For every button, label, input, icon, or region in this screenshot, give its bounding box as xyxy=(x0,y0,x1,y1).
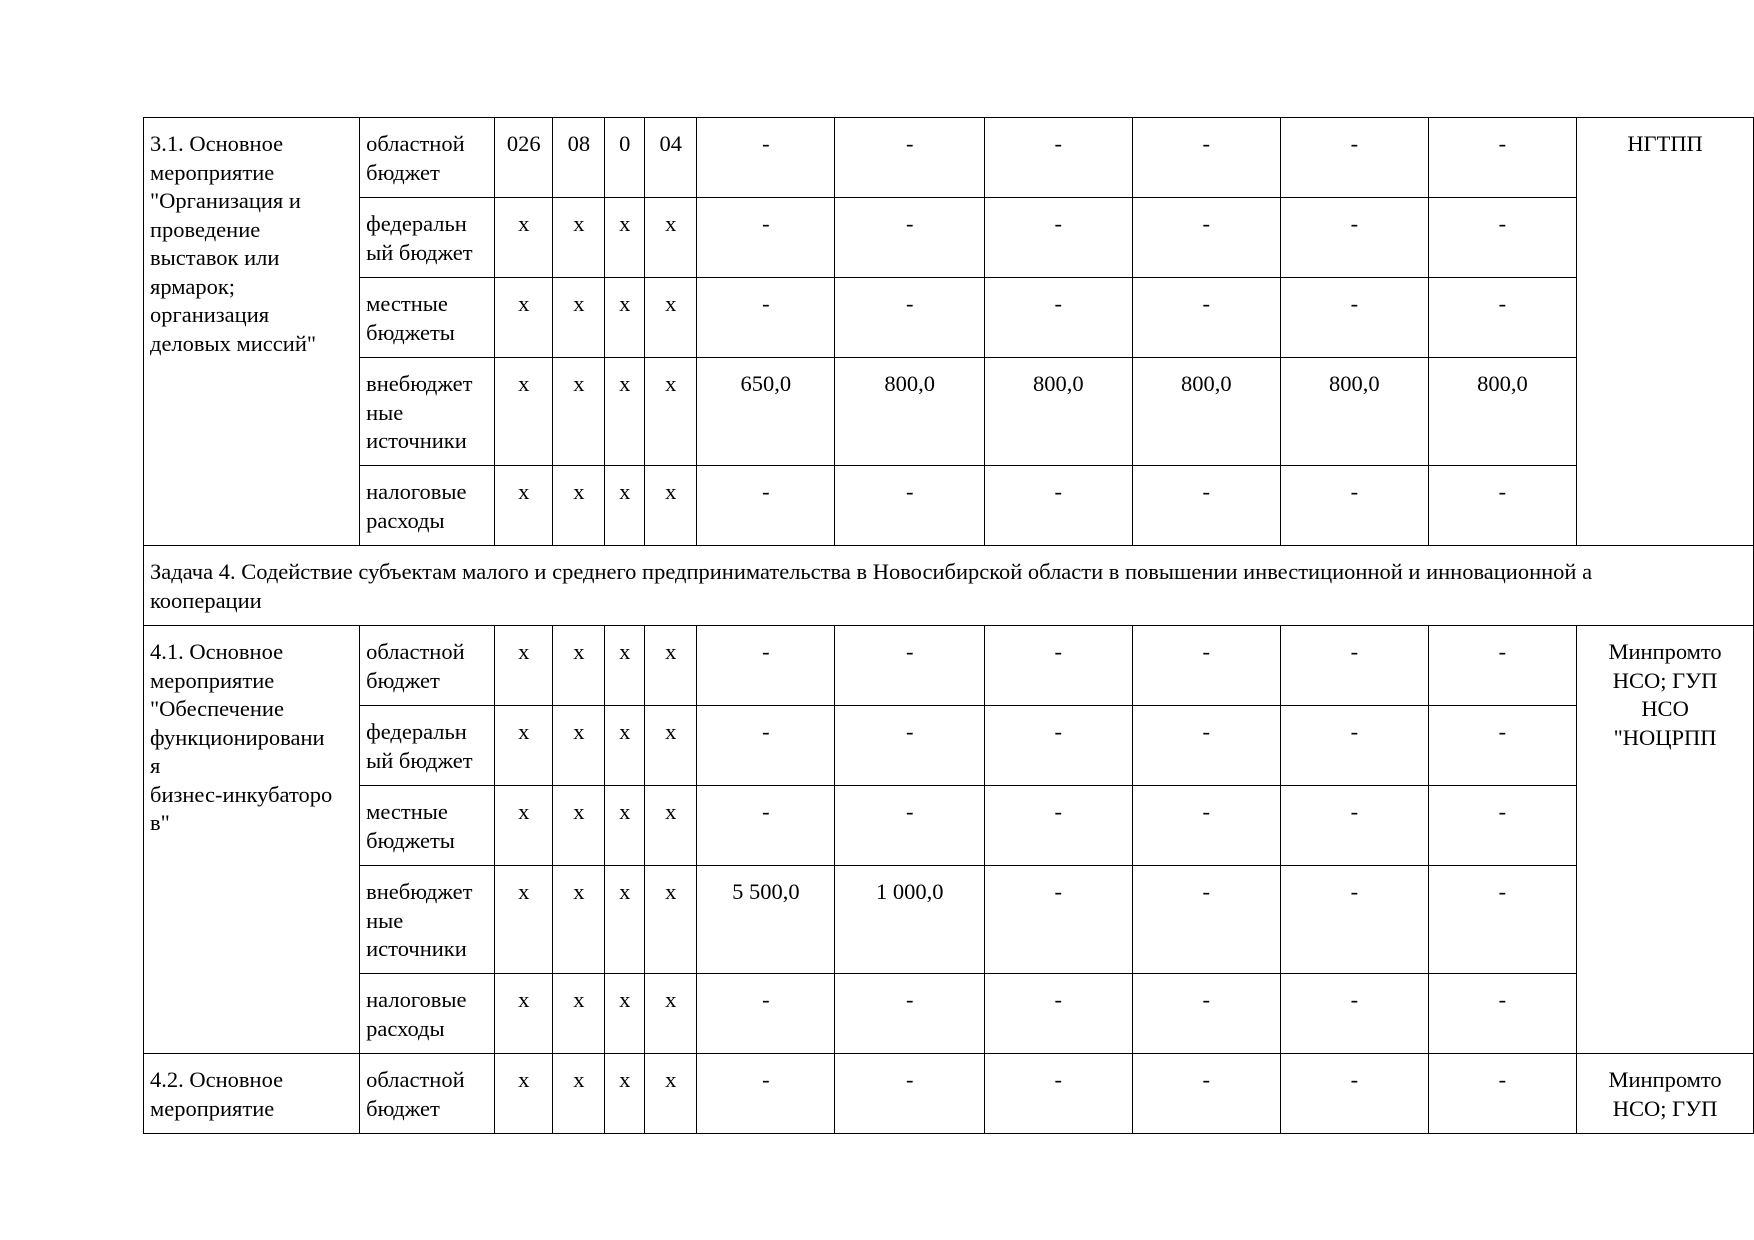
text-line: 3.1. Основное xyxy=(150,131,284,156)
text-line: Минпромто xyxy=(1608,1067,1722,1092)
text-line: внебюджет xyxy=(366,879,473,904)
value-year-4-cell: - xyxy=(1132,866,1281,974)
text-line: ярмарок; xyxy=(150,273,236,299)
code-item-cell: x xyxy=(645,626,697,706)
value-year-6-cell: - xyxy=(1428,706,1577,786)
table-row xyxy=(144,626,1754,706)
value-year-1-cell: - xyxy=(697,786,835,866)
value-year-6-cell: - xyxy=(1428,278,1577,358)
code-section-cell: x xyxy=(553,866,605,974)
value-year-3-cell: - xyxy=(984,706,1132,786)
text-line: расходы xyxy=(366,1015,445,1041)
value-year-3-cell: - xyxy=(984,466,1132,546)
text-line: федеральн xyxy=(366,719,467,744)
text-line: ый бюджет xyxy=(366,747,473,773)
code-grbs-cell: x xyxy=(495,198,553,278)
code-section-cell: x xyxy=(553,706,605,786)
value-year-6-cell: - xyxy=(1428,1054,1577,1134)
code-section-cell: 08 xyxy=(553,118,605,198)
code-item-cell: x xyxy=(645,866,697,974)
value-year-4-cell: - xyxy=(1132,974,1281,1054)
code-grbs-cell: x xyxy=(495,466,553,546)
funding-source-cell xyxy=(360,706,495,786)
value-year-5-cell: - xyxy=(1281,198,1429,278)
text-line: 4.2. Основное xyxy=(150,1067,284,1092)
funding-source-cell xyxy=(360,118,495,198)
text-line: мероприятие xyxy=(150,667,275,693)
text-line: функционировани xyxy=(150,724,325,750)
text-line: проведение xyxy=(150,216,261,242)
code-subsection-cell: x xyxy=(605,866,645,974)
value-year-2-cell: 800,0 xyxy=(835,358,985,466)
value-year-5-cell: - xyxy=(1281,278,1429,358)
table-row xyxy=(144,1054,1754,1134)
code-section-cell: x xyxy=(553,626,605,706)
code-grbs-cell: x xyxy=(495,278,553,358)
text-line: областной xyxy=(366,131,465,156)
code-section-cell: x xyxy=(553,786,605,866)
text-line: Минпромто xyxy=(1608,639,1722,664)
value-year-3-cell: - xyxy=(984,1054,1132,1134)
value-year-1-cell: - xyxy=(697,278,835,358)
value-year-5-cell: 800,0 xyxy=(1281,358,1429,466)
funding-source-cell xyxy=(360,626,495,706)
code-item-cell: x xyxy=(645,974,697,1054)
funding-source-cell xyxy=(360,974,495,1054)
value-year-1-cell: 5 500,0 xyxy=(697,866,835,974)
responsible-cell xyxy=(1577,118,1754,546)
value-year-6-cell: - xyxy=(1428,118,1577,198)
code-subsection-cell: x xyxy=(605,786,645,866)
text-line: 4.1. Основное xyxy=(150,639,284,664)
code-section-cell: x xyxy=(553,278,605,358)
code-subsection-cell: 0 xyxy=(605,118,645,198)
funding-source-cell xyxy=(360,358,495,466)
code-subsection-cell: x xyxy=(605,198,645,278)
value-year-6-cell: 800,0 xyxy=(1428,358,1577,466)
text-line: источники xyxy=(366,936,467,961)
code-grbs-cell: x xyxy=(495,786,553,866)
value-year-5-cell: - xyxy=(1281,626,1429,706)
value-year-3-cell: 800,0 xyxy=(984,358,1132,466)
text-line: мероприятие xyxy=(150,1095,275,1121)
code-item-cell: x xyxy=(645,358,697,466)
code-grbs-cell: x xyxy=(495,626,553,706)
text-line: "Обеспечение xyxy=(150,696,284,721)
code-grbs-cell: x xyxy=(495,358,553,466)
code-subsection-cell: x xyxy=(605,1054,645,1134)
value-year-6-cell: - xyxy=(1428,866,1577,974)
value-year-4-cell: - xyxy=(1132,118,1281,198)
text-line: налоговые xyxy=(366,987,467,1012)
funding-source-cell xyxy=(360,198,495,278)
code-item-cell: x xyxy=(645,706,697,786)
value-year-5-cell: - xyxy=(1281,786,1429,866)
table-row xyxy=(144,786,1754,866)
task-text-line: кооперации xyxy=(150,587,262,613)
value-year-6-cell: - xyxy=(1428,786,1577,866)
text-line: НГТПП xyxy=(1627,131,1703,156)
value-year-1-cell: - xyxy=(697,974,835,1054)
text-line: местные xyxy=(366,291,448,316)
activity-cell xyxy=(144,118,360,546)
value-year-2-cell: - xyxy=(835,974,985,1054)
value-year-5-cell: - xyxy=(1281,118,1429,198)
text-line: НСО; ГУП xyxy=(1612,667,1718,693)
text-line: ные xyxy=(366,907,404,933)
value-year-5-cell: - xyxy=(1281,974,1429,1054)
funding-source-cell xyxy=(360,866,495,974)
value-year-3-cell: - xyxy=(984,626,1132,706)
value-year-4-cell: - xyxy=(1132,1054,1281,1134)
text-line: внебюджет xyxy=(366,371,473,396)
budget-table xyxy=(143,117,1754,1134)
code-grbs-cell: x xyxy=(495,706,553,786)
text-line: в" xyxy=(150,810,170,835)
value-year-5-cell: - xyxy=(1281,866,1429,974)
value-year-6-cell: - xyxy=(1428,198,1577,278)
code-grbs-cell: 026 xyxy=(495,118,553,198)
value-year-1-cell: - xyxy=(697,626,835,706)
value-year-3-cell: - xyxy=(984,974,1132,1054)
text-line: "НОЦРПП xyxy=(1613,724,1717,750)
table-row xyxy=(144,358,1754,466)
value-year-2-cell: - xyxy=(835,706,985,786)
table-body xyxy=(144,118,1754,1134)
value-year-5-cell: - xyxy=(1281,466,1429,546)
value-year-6-cell: - xyxy=(1428,626,1577,706)
value-year-2-cell: 1 000,0 xyxy=(835,866,985,974)
text-line: деловых миссий" xyxy=(150,330,317,356)
code-subsection-cell: x xyxy=(605,626,645,706)
text-line: мероприятие xyxy=(150,159,275,185)
value-year-4-cell: - xyxy=(1132,466,1281,546)
code-item-cell: x xyxy=(645,466,697,546)
responsible-cell xyxy=(1577,1054,1754,1134)
text-line: областной xyxy=(366,1067,465,1092)
table-row xyxy=(144,198,1754,278)
code-subsection-cell: x xyxy=(605,466,645,546)
value-year-6-cell: - xyxy=(1428,466,1577,546)
text-line: федеральн xyxy=(366,211,467,236)
code-subsection-cell: x xyxy=(605,278,645,358)
code-grbs-cell: x xyxy=(495,974,553,1054)
code-subsection-cell: x xyxy=(605,974,645,1054)
text-line: бюджет xyxy=(366,1095,440,1121)
text-line: я xyxy=(150,753,161,778)
value-year-2-cell: - xyxy=(835,626,985,706)
code-section-cell: x xyxy=(553,358,605,466)
task-text-line: Задача 4. Содействие субъектам малого и среднего предпринимательства в Новосибирской области в повышении инвестиционной и инновационной а xyxy=(150,559,1593,584)
code-subsection-cell: x xyxy=(605,358,645,466)
value-year-2-cell: - xyxy=(835,786,985,866)
text-line: выставок или xyxy=(150,245,280,270)
text-line: налоговые xyxy=(366,479,467,504)
text-line: НСО; ГУП xyxy=(1612,1095,1718,1121)
value-year-5-cell: - xyxy=(1281,706,1429,786)
text-line: областной xyxy=(366,639,465,664)
value-year-1-cell: - xyxy=(697,1054,835,1134)
text-line: бюджеты xyxy=(366,827,455,853)
code-item-cell: 04 xyxy=(645,118,697,198)
table-row xyxy=(144,466,1754,546)
table-row xyxy=(144,866,1754,974)
text-line: расходы xyxy=(366,507,445,533)
value-year-2-cell: - xyxy=(835,118,985,198)
code-grbs-cell: x xyxy=(495,1054,553,1134)
value-year-4-cell: 800,0 xyxy=(1132,358,1281,466)
value-year-1-cell: - xyxy=(697,706,835,786)
activity-cell xyxy=(144,1054,360,1134)
value-year-4-cell: - xyxy=(1132,278,1281,358)
code-subsection-cell: x xyxy=(605,706,645,786)
value-year-3-cell: - xyxy=(984,198,1132,278)
value-year-1-cell: - xyxy=(697,118,835,198)
value-year-1-cell: 650,0 xyxy=(697,358,835,466)
code-item-cell: x xyxy=(645,278,697,358)
table-row xyxy=(144,278,1754,358)
text-line: источники xyxy=(366,428,467,453)
text-line: организация xyxy=(150,302,270,327)
code-section-cell: x xyxy=(553,466,605,546)
table-row xyxy=(144,118,1754,198)
funding-source-cell xyxy=(360,1054,495,1134)
value-year-6-cell: - xyxy=(1428,974,1577,1054)
code-section-cell: x xyxy=(553,974,605,1054)
text-line: ные xyxy=(366,399,404,425)
code-section-cell: x xyxy=(553,1054,605,1134)
text-line: бизнес-инкубаторо xyxy=(150,781,333,807)
text-line: НСО xyxy=(1641,696,1689,721)
value-year-5-cell: - xyxy=(1281,1054,1429,1134)
funding-source-cell xyxy=(360,466,495,546)
code-section-cell: x xyxy=(553,198,605,278)
value-year-2-cell: - xyxy=(835,466,985,546)
value-year-4-cell: - xyxy=(1132,786,1281,866)
value-year-4-cell: - xyxy=(1132,706,1281,786)
value-year-4-cell: - xyxy=(1132,198,1281,278)
value-year-2-cell: - xyxy=(835,198,985,278)
value-year-1-cell: - xyxy=(697,198,835,278)
code-item-cell: x xyxy=(645,1054,697,1134)
value-year-3-cell: - xyxy=(984,118,1132,198)
table-row xyxy=(144,974,1754,1054)
text-line: ый бюджет xyxy=(366,239,473,265)
task-4-heading xyxy=(144,546,1754,626)
funding-source-cell xyxy=(360,786,495,866)
text-line: местные xyxy=(366,799,448,824)
funding-source-cell xyxy=(360,278,495,358)
responsible-cell xyxy=(1577,626,1754,1054)
text-line: бюджет xyxy=(366,159,440,185)
value-year-3-cell: - xyxy=(984,866,1132,974)
text-line: бюджеты xyxy=(366,319,455,345)
table-row xyxy=(144,706,1754,786)
text-line: "Организация и xyxy=(150,188,301,213)
value-year-2-cell: - xyxy=(835,1054,985,1134)
code-grbs-cell: x xyxy=(495,866,553,974)
text-line: бюджет xyxy=(366,667,440,693)
activity-cell xyxy=(144,626,360,1054)
value-year-3-cell: - xyxy=(984,278,1132,358)
value-year-4-cell: - xyxy=(1132,626,1281,706)
value-year-1-cell: - xyxy=(697,466,835,546)
code-item-cell: x xyxy=(645,786,697,866)
value-year-2-cell: - xyxy=(835,278,985,358)
code-item-cell: x xyxy=(645,198,697,278)
task-row xyxy=(144,546,1754,626)
value-year-3-cell: - xyxy=(984,786,1132,866)
